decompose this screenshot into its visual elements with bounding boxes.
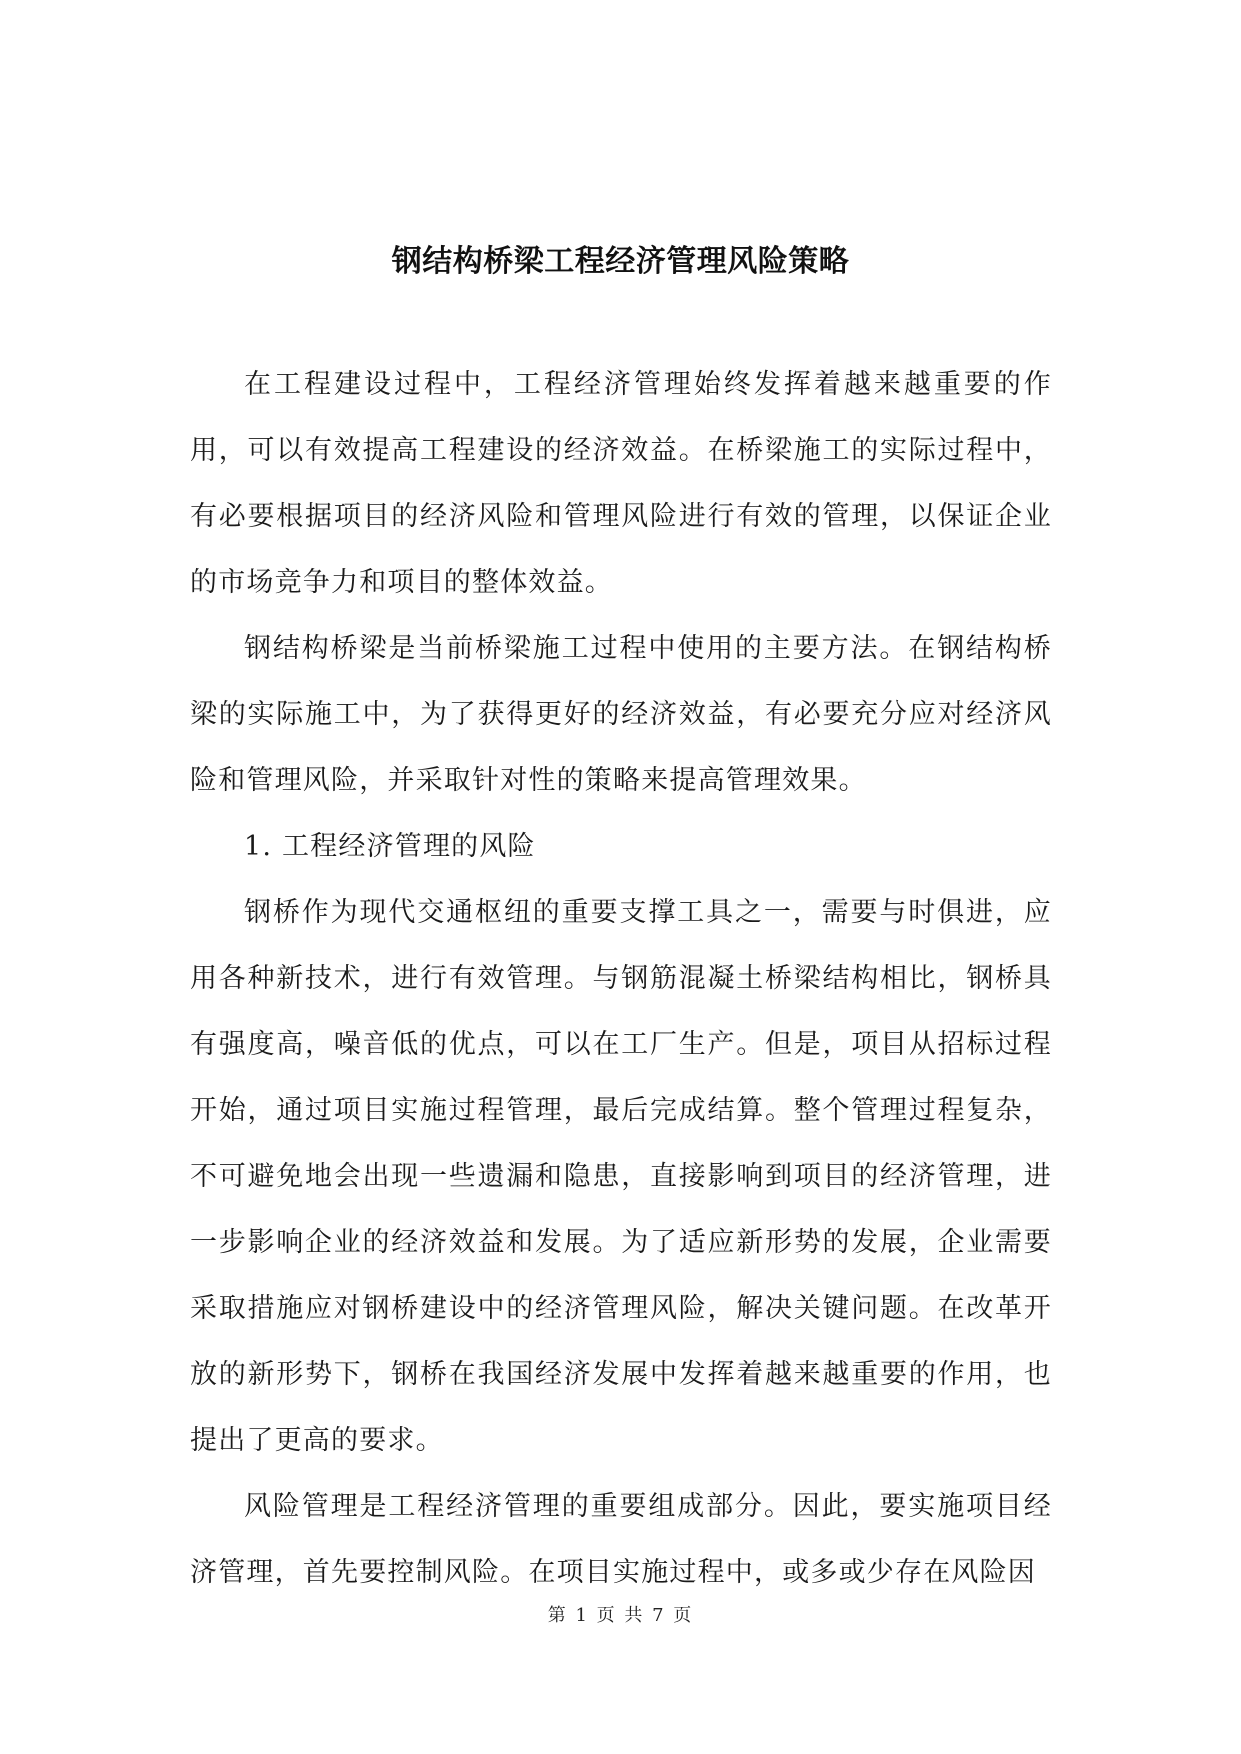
page-footer: 第 1 页 共 7 页 xyxy=(547,1605,694,1626)
document-body xyxy=(190,352,1052,1606)
paragraph-3: 钢桥作为现代交通枢纽的重要支撑工具之一，需要与时俱进，应用各种新技术，进行有效管理。与钢筋混凝土桥梁结构相比，钢桥具有强度高，噪音低的优点，可以在工厂生产。但是，项目从招标过程开始，通过项目实施过程管理，最后完成结算。整个管理过程复杂，不可避免地会出现一些遗漏和隐患，直接影响到项目的经济管理，进一步影响企业的经济效益和发展。为了适应新形势的发展，企业需要采取措施应对钢桥建设中的经济管理风险，解决关键问题。在改革开放的新形势下，钢桥在我国经济发展中发挥着越来越重要的作用，也提出了更高的要求。 xyxy=(190,897,1052,1456)
section-heading-1: 1. 工程经济管理的风险 xyxy=(244,831,536,862)
page-title: 钢结构桥梁工程经济管理风险策略 xyxy=(391,244,850,280)
paragraph-2: 钢结构桥梁是当前桥梁施工过程中使用的主要方法。在钢结构桥梁的实际施工中，为了获得更好的经济效益，有必要充分应对经济风险和管理风险，并采取针对性的策略来提高管理效果。 xyxy=(190,633,1052,796)
paragraph-4: 风险管理是工程经济管理的重要组成部分。因此，要实施项目经济管理，首先要控制风险。在项目实施过程中，或多或少存在风险因 xyxy=(190,1491,1052,1588)
paragraph-1: 在工程建设过程中，工程经济管理始终发挥着越来越重要的作用，可以有效提高工程建设的经济效益。在桥梁施工的实际过程中，有必要根据项目的经济风险和管理风险进行有效的管理，以保证企业的市场竞争力和项目的整体效益。 xyxy=(190,369,1052,598)
